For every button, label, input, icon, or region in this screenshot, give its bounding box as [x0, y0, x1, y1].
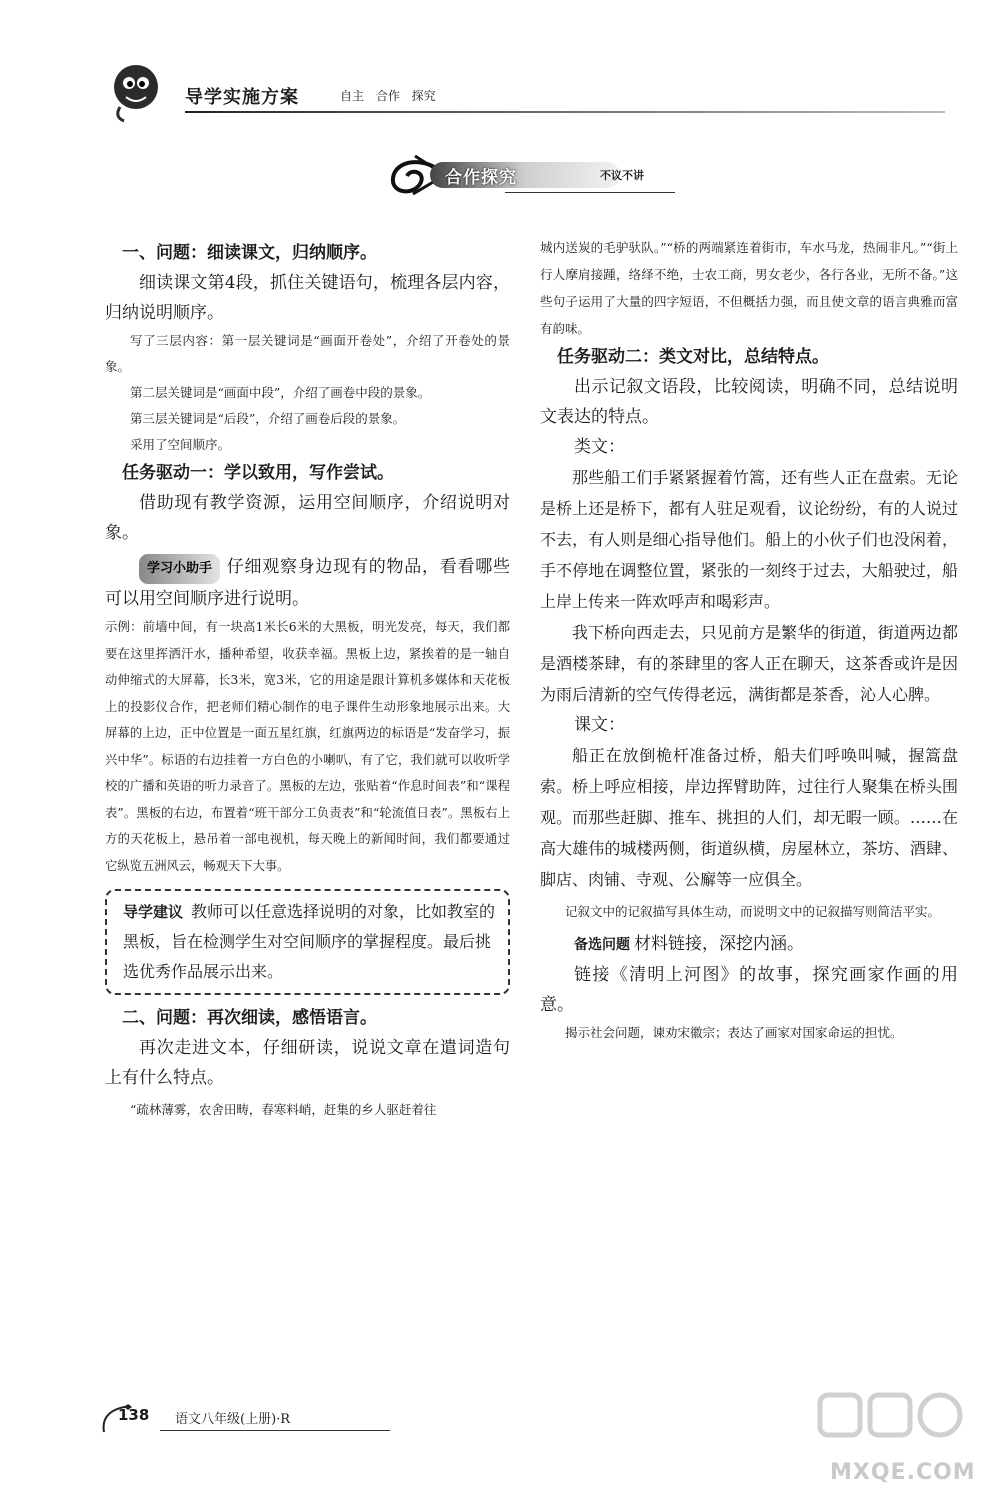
helper-body: 仔细观察身边现有的物品，看看哪些可以用空间顺序进行说明。 — [105, 557, 510, 609]
summary-text: 记叙文中的记叙描写具体生动，而说明文中的记叙描写则简洁平实。 — [565, 904, 941, 919]
watermark — [790, 1385, 975, 1495]
header-rule — [185, 111, 945, 113]
footer-book-title: 语文八年级(上册)·R — [175, 1412, 291, 1427]
question-1-body: 细读课文第4段，抓住关键语句，梳理各层内容，归纳说明顺序。 — [105, 273, 510, 323]
lei-paragraph-1: 那些船工们手紧紧握着竹篙，还有些人正在盘索。无论是桥上还是桥下，都有人驻足观看，议论纷纷，有的人说过不去，有人则是细心指导他们。船上的小伙子们也没闲着，手不停地在调整位置，紧张的一刻终于过去，大船驶过，船上岸上传来一阵欢呼声和喝彩声。 — [540, 468, 958, 611]
guide-label: 导学建议 — [123, 903, 184, 921]
answer-1-line: 采用了空间顺序。 — [130, 437, 231, 452]
task-1-body: 借助现有教学资源，运用空间顺序，介绍说明对象。 — [105, 493, 510, 543]
banner-rule — [505, 192, 675, 193]
task-1-title: 任务驱动一：学以致用，写作尝试。 — [122, 463, 394, 483]
answer-2-start: “疏林薄雾，农舍田畴，春寒料峭，赶集的乡人驱赶着往 — [130, 1102, 437, 1117]
guide-body: 教师可以任意选择说明的对象，比如教室的黑板，旨在检测学生对空间顺序的掌握程度。最后挑选优秀作品展示出来。 — [123, 902, 496, 981]
answer-1-line: 第二层关键词是“画面中段”，介绍了画卷中段的景象。 — [130, 385, 431, 400]
banner-subtitle: 不议不讲 — [600, 169, 644, 182]
alternate-question-body: 链接《清明上河图》的故事，探究画家作画的用意。 — [540, 965, 958, 1015]
answer-1-line: 写了三层内容：第一层关键词是“画面开卷处”，介绍了开卷处的景象。 — [105, 333, 510, 374]
banner-title: 合作探究 — [445, 168, 517, 188]
header-subtitle: 自主 合作 探究 — [340, 89, 436, 103]
page-number: 138 — [118, 1406, 150, 1424]
right-column — [540, 234, 958, 1046]
watermark-text: MXQE.COM — [830, 1460, 976, 1485]
footer-rule — [160, 1430, 390, 1431]
alternate-question-answer: 揭示社会问题，谏劝宋徽宗；表达了画家对国家命运的担忧。 — [565, 1025, 903, 1040]
header-title: 导学实施方案 — [185, 87, 299, 108]
helper-label: 学习小助手 — [139, 554, 220, 584]
ke-label: 课文： — [574, 715, 625, 735]
ke-paragraph: 船正在放倒桅杆准备过桥，船夫们呼唤叫喊，握篙盘索。桥上呼应相接，岸边挥臂助阵，过往行人聚集在桥头围观。而那些赶脚、推车、挑担的人们，却无暇一顾。……在高大雄伟的城楼两侧，街道纵横，房屋林立，茶坊、酒肆、脚店、肉铺、寺观、公廨等一应俱全。 — [540, 746, 958, 889]
alternate-question-label: 备选问题 — [574, 937, 630, 953]
task-2-body: 出示记叙文语段，比较阅读，明确不同，总结说明文表达的特点。 — [540, 377, 958, 427]
page-header — [95, 55, 955, 130]
section-banner — [385, 150, 675, 200]
alternate-question-title: 材料链接，深挖内涵。 — [634, 934, 804, 954]
question-1-title: 一、问题：细读课文，归纳顺序。 — [122, 243, 377, 263]
helper-paragraph — [105, 552, 510, 614]
lei-label: 类文： — [574, 437, 625, 457]
guide-box — [105, 889, 510, 995]
task-2-title: 任务驱动二：类文对比，总结特点。 — [557, 347, 829, 367]
alternate-question-paragraph — [540, 929, 958, 960]
watermark-logo — [790, 1385, 975, 1465]
lei-paragraph-2: 我下桥向西走去，只见前方是繁华的街道，街道两边都是酒楼茶肆，有的茶肆里的客人正在聊天，这茶香或许是因为雨后清新的空气传得老远，满街都是茶香，沁人心脾。 — [540, 623, 958, 704]
page-footer — [100, 1402, 400, 1432]
answer-2-continued: 城内送炭的毛驴驮队。”“桥的两端紧连着街市，车水马龙，热闹非凡。”“街上行人摩肩接踵，络绎不绝，士农工商，男女老少，各行各业，无所不备。”这些句子运用了大量的四字短语，不但概括力强，而且使文章的语言典雅而富有韵味。 — [540, 240, 958, 336]
answer-1-line: 第三层关键词是“后段”，介绍了画卷后段的景象。 — [130, 411, 406, 426]
left-column — [105, 238, 510, 1123]
question-2-body: 再次走进文本，仔细研读，说说文章在遣词造句上有什么特点。 — [105, 1038, 510, 1088]
question-2-title: 二、问题：再次细读，感悟语言。 — [122, 1008, 377, 1028]
mascot-logo — [100, 55, 170, 125]
example-text: 示例：前墙中间，有一块高1米长6米的大黑板，明光发亮，每天，我们都要在这里挥洒汗水，播种希望，收获幸福。黑板上边，紧挨着的是一轴自动伸缩式的大屏幕，长3米，宽3米，它的用途是跟计算机多媒体和天花板上的投影仪合作，把老师们精心制作的电子课件生动形象地展示出来。大屏幕的上边，正中位置是一面五星红旗，红旗两边的标语是“发奋学习，振兴中华”。标语的右边挂着一方白色的小喇叭，有了它，我们就可以收听学校的广播和英语的听力录音了。黑板的左边，张贴着“作息时间表”和“课程表”。黑板的右边，布置着“班干部分工负责表”和“轮流值日表”。黑板右上方的天花板上，悬吊着一部电视机，每天晚上的新闻时间，我们都要通过它纵览五洲风云，畅观天下大事。 — [105, 620, 510, 873]
